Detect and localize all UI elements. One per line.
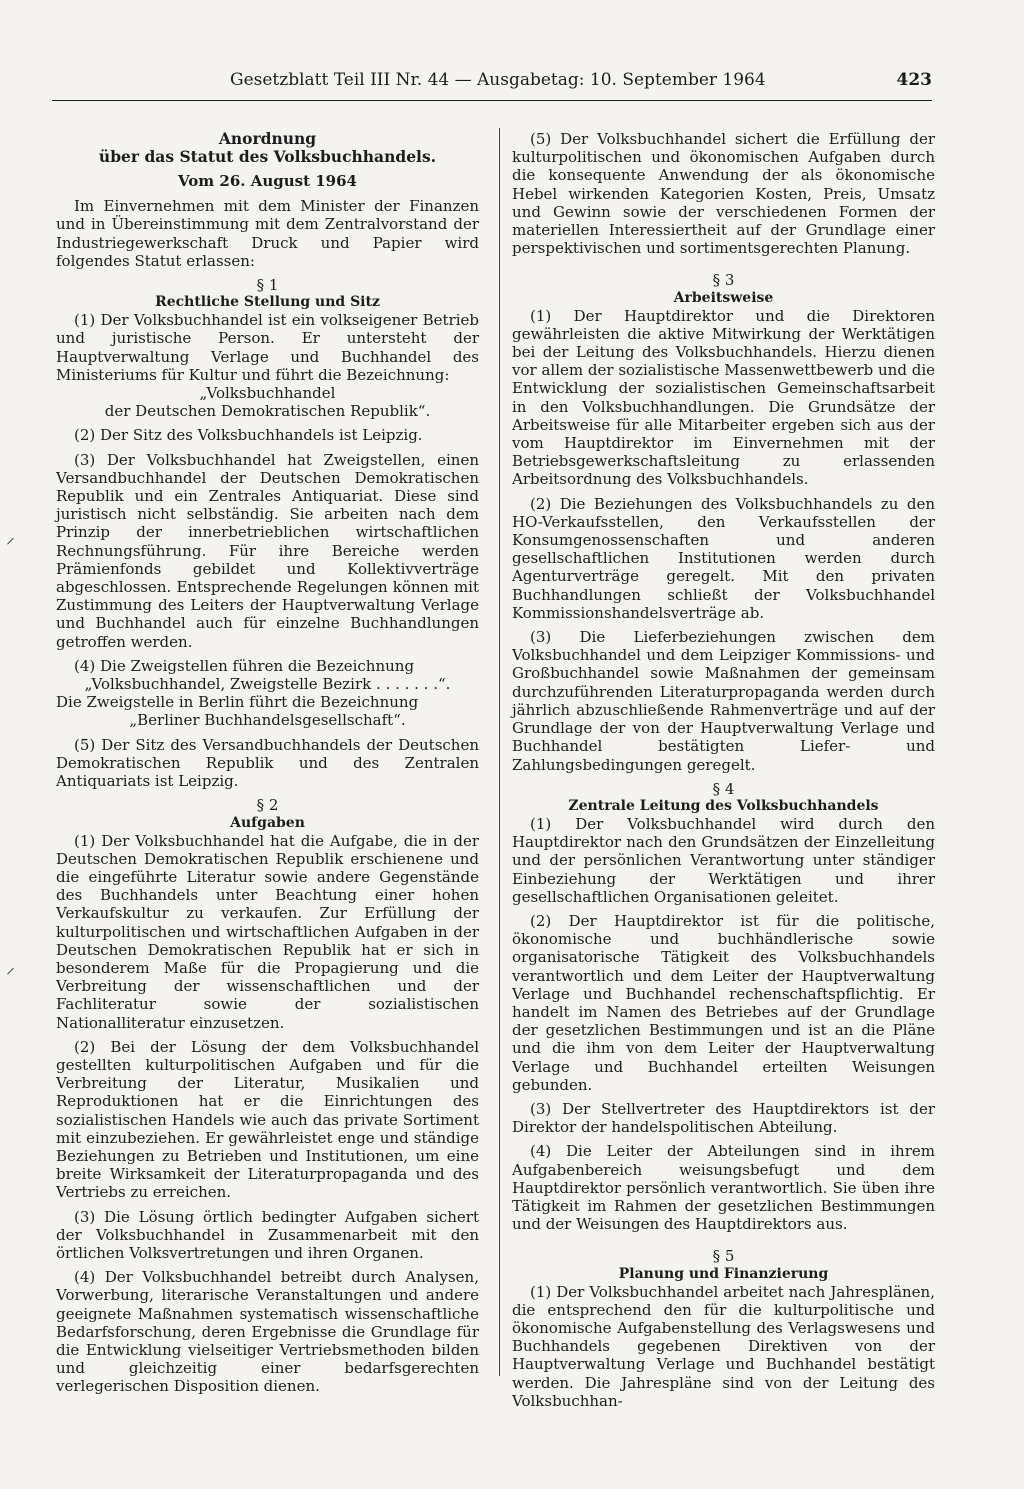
quoted-name: „Berliner Buchhandelsgesellschaft“. [129,711,406,730]
paragraph: Die Zweigstelle in Berlin führt die Bezeichnung [56,693,419,712]
section-number: § 3 [712,271,735,290]
paragraph: (1) Der Hauptdirektor und die Direktoren gewährleisten die aktive Mitwirkung der Werktätigen bei der Leitung des Volksbuchhandels. Hierzu dienen vor allem der sozialistische Massenwettbewerb und die Entwicklung der sozialistischen Gemeinschaftsarbeit in den Volksbuchhandlungen. Die Grundsätze der Arbeitsweise für alle Mitarbeiter ergeben sich aus der vom Hauptdirektor im Einvernehmen mit der Betriebsgewerkschaftsleitung zu erlassenden Arbeitsordnung des Volksbuchhandels. [512,306,935,489]
section-title: Zentrale Leitung des Volksbuchhandels [568,797,879,814]
quoted-name: der Deutschen Demokratischen Republik“. [104,402,431,421]
section-number: § 2 [256,796,279,815]
margin-mark: ⸝ [6,527,15,548]
intro-paragraph: Im Einvernehmen mit dem Minister der Finanzen und in Übereinstimmung mit dem Zentralvorstand der Industriegewerkschaft Druck und Papier wird folgendes Statut erlassen: [56,197,479,270]
column-divider [499,128,500,1376]
paragraph: (3) Die Lieferbeziehungen zwischen dem Volksbuchhandel und dem Leipziger Kommissions- und Großbuchhandel sowie Maßnahmen der gemeinsam durchzuführenden Literaturpropaganda werden durch jährlich abzuschließende Rahmenverträge und auf der Grundlage der von der Hauptverwaltung Verlage und Buchhandel bestätigten Liefer- und Zahlungsbedingungen geregelt. [512,628,935,774]
header-title: Gesetzblatt Teil III Nr. 44 — Ausgabetag: 10. September 1964 [230,70,766,90]
paragraph: (4) Die Zweigstellen führen die Bezeichnung [74,656,415,675]
paragraph: (2) Der Sitz des Volksbuchhandels ist Leipzig. [74,426,423,445]
decree-subtitle: über das Statut des Volksbuchhandels. [98,147,437,166]
section-title: Planung und Finanzierung [618,1265,829,1282]
paragraph: (2) Bei der Lösung der dem Volksbuchhandel gestellten kulturpolitischen Aufgaben und für die Verbreitung der Literatur, Musikalien und Reproduktionen hat er die Einrichtungen des sozialistischen Handels wie auch das private Sortiment mit einzubeziehen. Er gewährleistet enge und ständige Beziehungen zu Betrieben und Institutionen, um eine breite Wirksamkeit der Literaturpropaganda und des Vertriebs zu erreichen. [56,1037,479,1202]
paragraph: (2) Die Beziehungen des Volksbuchhandels zu den HO-Verkaufsstellen, den Verkaufsstellen der Konsumgenossenschaften und anderen gesellschaftlichen Institutionen werden durch Agenturverträge geregelt. Mit den privaten Buchhandlungen schließt der Volksbuchhandel Kommissionshandelsverträge ab. [512,494,935,622]
section-title: Arbeitsweise [673,289,774,306]
paragraph: (4) Der Volksbuchhandel betreibt durch Analysen, Vorwerbung, literarische Veranstaltungen und andere geeignete Maßnahmen systematisch wissenschaftliche Bedarfsforschung, deren Ergebnisse die Grundlage für die Entwicklung vielseitiger Vertriebsmethoden bilden und gleichzeitig einer bedarfsgerechten verlegerischen Disposition dienen. [56,1268,479,1396]
paragraph: (2) Der Hauptdirektor ist für die politische, ökonomische und buchhändlerische sowie organisatorische Tätigkeit des Volksbuchhandels verantwortlich und dem Leiter der Hauptverwaltung Verlage und Buchhandel rechenschaftspflichtig. Er handelt im Namen des Betriebes auf der Grundlage der gesetzlichen Bestimmungen und ist an die Pläne und die ihm von dem Leiter der Hauptverwaltung Verlage und Buchhandel erteilten Weisungen gebunden. [512,911,935,1094]
section-number: § 1 [256,276,279,295]
margin-mark: ⸝ [6,957,15,978]
paragraph: (5) Der Volksbuchhandel sichert die Erfüllung der kulturpolitischen und ökonomischen Aufgaben durch die konsequente Anwendung der als ökonomische Hebel wirkenden Kategorien Kosten, Preis, Umsatz und Gewinn sowie der verschiedenen Formen der materiellen Interessiertheit auf der Grundlage einer perspektivischen und sortimentsgerechten Planung. [512,130,935,258]
quoted-name: „Volksbuchhandel, Zweigstelle Bezirk . . . . . . .“. [84,675,451,694]
right-column [512,130,935,1416]
paragraph: (3) Der Volksbuchhandel hat Zweigstellen, einen Versandbuchhandel der Deutschen Demokratischen Republik und ein Zentrales Antiquariat. Diese sind juristisch nicht selbständig. Sie arbeiten nach dem Prinzip der innerbetrieblichen wirtschaftlichen Rechnungsführung. Für ihre Bereiche werden Prämienfonds gebildet und Kollektivverträge abgeschlossen. Entsprechende Regelungen können mit Zustimmung des Leiters der Hauptverwaltung Verlage und Buchhandel auch für einzelne Buchhandlungen getroffen werden. [56,450,479,651]
paragraph: (4) Die Leiter der Abteilungen sind in ihrem Aufgabenbereich weisungsbefugt und dem Hauptdirektor persönlich verantwortlich. Sie üben ihre Tätigkeit im Rahmen der gesetzlichen Bestimmungen und der Weisungen des Hauptdirektors aus. [512,1142,935,1234]
page-header [52,70,932,94]
paragraph: (3) Der Stellvertreter des Hauptdirektors ist der Direktor der handelspolitischen Abteilung. [512,1099,935,1137]
decree-title: Anordnung [218,129,317,148]
section-number: § 5 [712,1247,735,1266]
page-number: 423 [896,70,932,90]
paragraph: (3) Die Lösung örtlich bedingter Aufgaben sichert der Volksbuchhandel in Zusammenarbeit mit den örtlichen Volksvertretungen und ihren Organen. [56,1207,479,1262]
quoted-name: „Volksbuchhandel [199,384,336,403]
header-rule [52,100,932,101]
section-title: Rechtliche Stellung und Sitz [155,294,380,311]
paragraph: (1) Der Volksbuchhandel wird durch den Hauptdirektor nach den Grundsätzen der Einzelleitung und der persönlichen Verantwortung unter ständiger Einbeziehung der Werktätigen und ihrer gesellschaftlichen Organisationen geleitet. [512,814,935,906]
decree-date: Vom 26. August 1964 [178,172,357,190]
paragraph: (1) Der Volksbuchhandel ist ein volkseigener Betrieb und juristische Person. Er untersteht der Hauptverwaltung Verlage und Buchhandel des Ministeriums für Kultur und führt die Bezeichnung: [56,311,479,384]
section-number: § 4 [712,779,735,798]
paragraph: (1) Der Volksbuchhandel hat die Aufgabe, die in der Deutschen Demokratischen Republik erschienene und die eingeführte Literatur sowie andere Gegenstände des Buchhandels unter Beachtung einer hohen Verkaufskultur zu verkaufen. Zur Erfüllung der kulturpolitischen und wirtschaftlichen Aufgaben in der Deutschen Demokratischen Republik hat er sich in besonderem Maße für die Propagierung und die Verbreitung der wissenschaftlichen und der Fachliteratur sowie der sozialistischen Nationalliteratur einzusetzen. [56,831,479,1032]
paragraph: (1) Der Volksbuchhandel arbeitet nach Jahresplänen, die entsprechend den für die kulturpolitische und ökonomische Aufgabenstellung des Verlagswesens und Buchhandels gegebenen Direktiven von der Hauptverwaltung Verlage und Buchhandel bestätigt werden. Die Jahrespläne sind von der Leitung des Volksbuchhan- [512,1282,935,1410]
left-column [56,130,479,1402]
section-title: Aufgaben [230,814,305,831]
paragraph: (5) Der Sitz des Versandbuchhandels der Deutschen Demokratischen Republik und des Zentralen Antiquariats ist Leipzig. [56,735,479,791]
